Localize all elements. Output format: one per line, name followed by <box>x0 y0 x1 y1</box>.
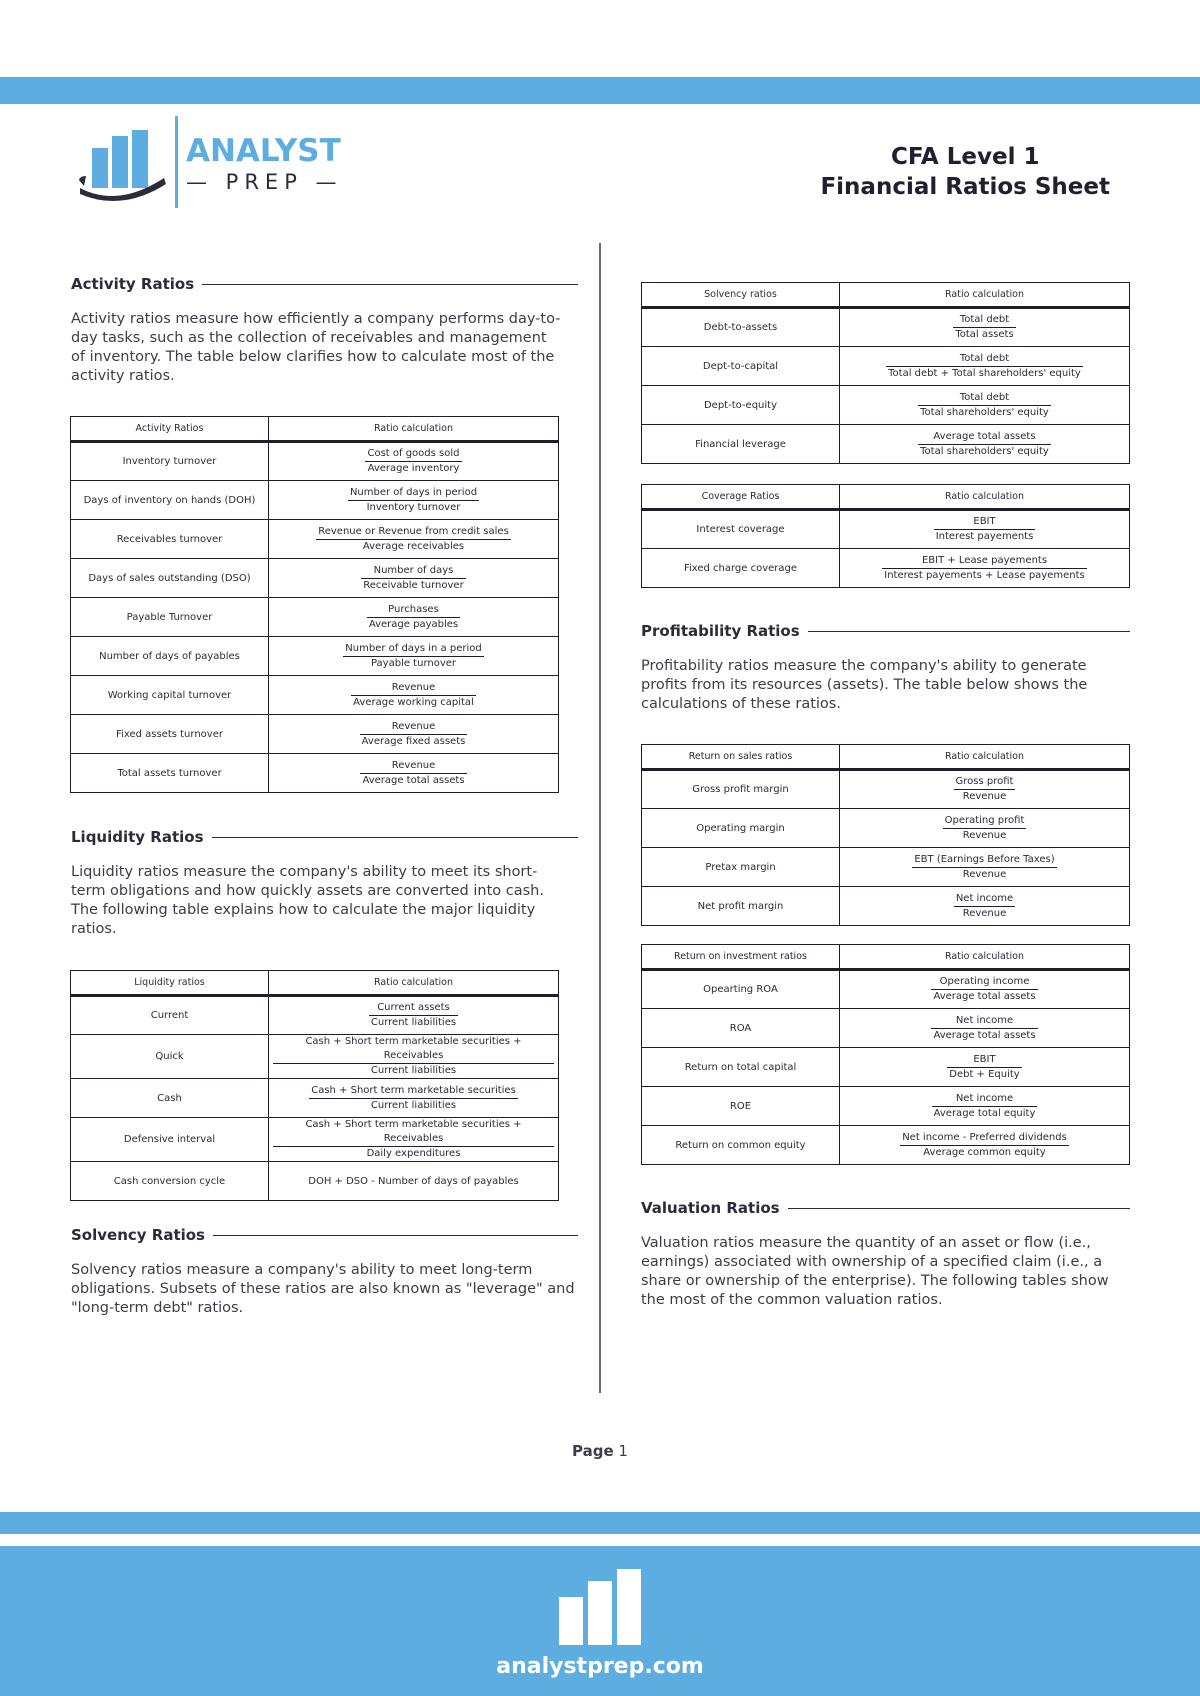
table-row <box>642 848 1130 887</box>
table-row <box>71 1162 559 1201</box>
formula-fraction <box>365 447 461 476</box>
formula-fraction <box>954 775 1016 804</box>
table-row <box>642 1048 1130 1087</box>
logo-text-analyst: ANALYST <box>186 133 341 169</box>
formula-denominator: Average common equity <box>923 1146 1046 1158</box>
ratio-formula <box>840 425 1130 464</box>
ratio-name: Dept-to-capital <box>642 347 840 386</box>
formula-denominator: Average total equity <box>933 1107 1036 1119</box>
column-header: Activity Ratios <box>71 417 269 442</box>
formula-fraction <box>886 352 1083 381</box>
column-header: Ratio calculation <box>269 417 559 442</box>
formula-denominator: Average total assets <box>362 774 465 786</box>
ratio-name: Debt-to-assets <box>642 308 840 347</box>
ratio-formula <box>269 715 559 754</box>
liquidity-heading <box>71 828 578 846</box>
formula-denominator: Interest payements + Lease payements <box>884 569 1085 581</box>
formula-denominator: Average receivables <box>362 540 465 552</box>
ratio-formula <box>269 559 559 598</box>
table-row <box>642 347 1130 386</box>
formula-fraction <box>343 642 483 671</box>
table-header-row <box>642 485 1130 510</box>
ratio-name: Quick <box>71 1035 269 1079</box>
title-line-1: CFA Level 1 <box>890 144 1040 170</box>
formula-numerator: Net income - Preferred dividends <box>900 1131 1069 1146</box>
formula-denominator: Revenue <box>962 791 1007 802</box>
formula-numerator: Net income <box>954 892 1015 907</box>
formula-denominator: Current liabilities <box>370 1065 457 1076</box>
ratio-formula <box>269 637 559 676</box>
column-header: Ratio calculation <box>269 971 559 996</box>
table-row <box>642 887 1130 926</box>
ratio-formula <box>840 308 1130 347</box>
table-row <box>642 809 1130 848</box>
formula-numerator: Number of days <box>361 564 465 579</box>
formula-fraction <box>953 313 1015 342</box>
formula-fraction <box>369 1001 458 1030</box>
ratio-name: Return on common equity <box>642 1126 840 1165</box>
ratio-formula <box>269 481 559 520</box>
table-row <box>71 598 559 637</box>
formula-numerator: Revenue <box>360 720 468 735</box>
table-row <box>71 520 559 559</box>
profitability-description: Profitability ratios measure the company's ability to generate profits from its resources (assets). The table below shows the calculations of these ratios. <box>641 658 1088 712</box>
formula-numerator: Current assets <box>369 1001 458 1016</box>
ratio-formula <box>840 510 1130 549</box>
ratio-formula <box>840 809 1130 848</box>
ratio-name: Payable Turnover <box>71 598 269 637</box>
formula-denominator: Total assets <box>955 329 1014 340</box>
table-row <box>642 970 1130 1009</box>
ratio-formula <box>269 598 559 637</box>
profitability-heading <box>641 622 1130 640</box>
formula-denominator: Average working capital <box>353 696 474 708</box>
formula-numerator: Cash + Short term marketable securities + Receivables <box>273 1118 554 1147</box>
formula-numerator: EBT (Earnings Before Taxes) <box>912 853 1056 868</box>
ratio-formula <box>840 848 1130 887</box>
ratio-formula <box>840 549 1130 588</box>
ratio-name: Interest coverage <box>642 510 840 549</box>
table-row <box>642 386 1130 425</box>
formula-denominator: Current liabilities <box>370 1099 457 1111</box>
formula-numerator: Net income <box>931 1014 1037 1029</box>
ratio-formula <box>840 1126 1130 1165</box>
analystprep-logo <box>78 116 343 208</box>
ratio-formula <box>840 1048 1130 1087</box>
solvency-table <box>641 282 1130 464</box>
formula-numerator: Number of days in a period <box>343 642 483 657</box>
formula-denominator: Average inventory <box>367 463 460 474</box>
ratio-name: Return on total capital <box>642 1048 840 1087</box>
formula-fraction <box>932 1092 1038 1121</box>
formula-denominator: Average total assets <box>933 1029 1036 1041</box>
ratio-formula <box>269 1079 559 1118</box>
ratio-formula <box>840 347 1130 386</box>
return-on-sales-table <box>641 744 1130 926</box>
formula-numerator: Total debt <box>918 391 1051 406</box>
ratio-name: Fixed charge coverage <box>642 549 840 588</box>
solvency-heading <box>71 1226 578 1244</box>
formula-denominator: Payable turnover <box>370 657 457 669</box>
ratio-name: Fixed assets turnover <box>71 715 269 754</box>
formula-fraction <box>361 564 465 593</box>
formula-fraction <box>931 1014 1037 1043</box>
formula-denominator: Inventory turnover <box>366 501 461 513</box>
formula-denominator: Interest payements <box>935 531 1034 542</box>
profitability-heading-text: Profitability Ratios <box>641 622 800 640</box>
footer-bars-icon <box>559 1569 641 1645</box>
ratio-name: Number of days of payables <box>71 637 269 676</box>
valuation-heading <box>641 1199 1130 1217</box>
formula-denominator: Daily expenditures <box>366 1148 461 1159</box>
formula-fraction <box>900 1131 1069 1160</box>
formula-fraction <box>918 430 1051 459</box>
formula-numerator: Total debt <box>886 352 1083 367</box>
ratio-name: Opearting ROA <box>642 970 840 1009</box>
formula-fraction <box>273 1118 554 1161</box>
formula-numerator: Gross profit <box>954 775 1016 790</box>
ratio-name: Current <box>71 996 269 1035</box>
coverage-table <box>641 484 1130 588</box>
column-divider <box>599 243 601 1393</box>
formula-numerator: Revenue <box>351 681 476 696</box>
formula-fraction <box>348 486 479 515</box>
column-header: Ratio calculation <box>840 945 1130 970</box>
formula-denominator: Total shareholders' equity <box>920 406 1049 418</box>
formula-denominator: Debt + Equity <box>949 1068 1020 1080</box>
table-row <box>71 676 559 715</box>
logo-text-prep: — PREP — <box>186 170 343 194</box>
formula-fraction <box>273 1035 554 1078</box>
formula-denominator: Average fixed assets <box>361 735 466 747</box>
formula-numerator: Net income <box>932 1092 1038 1107</box>
ratio-formula <box>840 970 1130 1009</box>
activity-heading-text: Activity Ratios <box>71 275 195 293</box>
formula-numerator: Total debt <box>953 313 1015 328</box>
formula-fraction <box>367 603 460 632</box>
ratio-formula <box>269 1035 559 1079</box>
formula-denominator: Total debt + Total shareholders' equity <box>888 367 1081 379</box>
table-row <box>642 1087 1130 1126</box>
ratio-formula <box>269 520 559 559</box>
formula-denominator: Revenue <box>962 868 1007 880</box>
table-row <box>642 510 1130 549</box>
activity-heading <box>71 275 578 293</box>
formula-numerator: Average total assets <box>918 430 1051 445</box>
formula-fraction <box>934 515 1036 544</box>
valuation-description: Valuation ratios measure the quantity of an asset or flow (i.e., earnings) associated with ownership of a specified claim (i.e., a share or ownership of the enterprise). The following tables show the most of the common valuation ratios. <box>641 1235 1109 1308</box>
liquidity-heading-text: Liquidity Ratios <box>71 828 204 846</box>
table-row <box>642 308 1130 347</box>
ratio-name: Days of inventory on hands (DOH) <box>71 481 269 520</box>
ratio-name: Days of sales outstanding (DSO) <box>71 559 269 598</box>
table-row <box>642 770 1130 809</box>
ratio-formula: DOH + DSO - Number of days of payables <box>269 1162 559 1201</box>
ratio-name: Pretax margin <box>642 848 840 887</box>
ratio-formula <box>269 754 559 793</box>
ratio-name: ROA <box>642 1009 840 1048</box>
table-row <box>642 1126 1130 1165</box>
formula-numerator: Number of days in period <box>348 486 479 501</box>
table-header-row <box>71 417 559 442</box>
table-row <box>642 1009 1130 1048</box>
table-row <box>642 425 1130 464</box>
ratio-name: Total assets turnover <box>71 754 269 793</box>
bottom-accent-bar <box>0 1512 1200 1534</box>
liquidity-table <box>70 970 559 1201</box>
ratio-formula <box>840 770 1130 809</box>
ratio-name: Operating margin <box>642 809 840 848</box>
activity-description: Activity ratios measure how efficiently a company performs day-to-day tasks, such as the collection of receivables and management of inventory. The table below clarifies how to calculate most of the activity ratios. <box>71 311 561 384</box>
formula-numerator: EBIT <box>934 515 1036 530</box>
ratio-formula <box>840 887 1130 926</box>
return-on-investment-table <box>641 944 1130 1165</box>
ratio-name: Cash <box>71 1079 269 1118</box>
formula-denominator: Total shareholders' equity <box>920 445 1049 457</box>
activity-table <box>70 416 559 793</box>
column-header: Ratio calculation <box>840 745 1130 770</box>
formula-numerator: EBIT + Lease payements <box>882 554 1086 569</box>
table-row <box>71 1079 559 1118</box>
formula-denominator: Average payables <box>368 618 459 630</box>
formula-fraction <box>918 391 1051 420</box>
document-title <box>820 142 1110 202</box>
column-header: Coverage Ratios <box>642 485 840 510</box>
formula-numerator: Revenue or Revenue from credit sales <box>316 525 511 540</box>
ratio-name: ROE <box>642 1087 840 1126</box>
column-header: Ratio calculation <box>840 485 1130 510</box>
ratio-name: Dept-to-equity <box>642 386 840 425</box>
formula-numerator: Operating profit <box>943 814 1027 829</box>
table-header-row <box>642 945 1130 970</box>
page-number-value: 1 <box>618 1442 628 1460</box>
title-line-2: Financial Ratios Sheet <box>820 174 1110 200</box>
top-accent-bar <box>0 77 1200 104</box>
ratio-formula <box>269 996 559 1035</box>
column-header: Ratio calculation <box>840 283 1130 308</box>
ratio-formula <box>840 386 1130 425</box>
ratio-formula <box>840 1009 1130 1048</box>
logo-bars-icon <box>78 116 178 208</box>
ratio-name: Net profit margin <box>642 887 840 926</box>
table-row <box>71 1035 559 1079</box>
formula-numerator: Cash + Short term marketable securities <box>309 1084 518 1099</box>
ratio-name: Inventory turnover <box>71 442 269 481</box>
table-row <box>71 715 559 754</box>
formula-denominator: Revenue <box>962 829 1007 841</box>
formula-numerator: EBIT <box>947 1053 1021 1068</box>
formula-fraction <box>351 681 476 710</box>
table-header-row <box>642 283 1130 308</box>
solvency-heading-text: Solvency Ratios <box>71 1226 205 1244</box>
formula-fraction <box>882 554 1086 583</box>
ratio-formula <box>840 1087 1130 1126</box>
valuation-heading-text: Valuation Ratios <box>641 1199 780 1217</box>
formula-numerator: Cost of goods sold <box>365 447 461 462</box>
formula-denominator: Revenue <box>962 907 1007 919</box>
column-header: Solvency ratios <box>642 283 840 308</box>
ratio-formula <box>269 676 559 715</box>
formula-numerator: Purchases <box>367 603 460 618</box>
footer-website-link[interactable]: analystprep.com <box>496 1654 704 1679</box>
table-row <box>71 996 559 1035</box>
column-header: Liquidity ratios <box>71 971 269 996</box>
solvency-description: Solvency ratios measure a company's ability to meet long-term obligations. Subsets of these ratios are also known as "leverage" and "long-term debt" ratios. <box>71 1262 575 1316</box>
table-header-row <box>71 971 559 996</box>
formula-fraction <box>360 720 468 749</box>
page-label: Page <box>572 1442 614 1460</box>
table-row <box>71 559 559 598</box>
footer <box>0 1546 1200 1696</box>
formula-denominator: Receivable turnover <box>363 579 464 591</box>
ratio-name: Gross profit margin <box>642 770 840 809</box>
ratio-name: Working capital turnover <box>71 676 269 715</box>
formula-numerator: Operating income <box>931 975 1037 990</box>
formula-fraction <box>947 1053 1021 1082</box>
ratio-name: Receivables turnover <box>71 520 269 559</box>
table-row <box>71 637 559 676</box>
table-row <box>71 1118 559 1162</box>
ratio-name: Cash conversion cycle <box>71 1162 269 1201</box>
liquidity-description: Liquidity ratios measure the company's ability to meet its short-term obligations and how quickly assets are converted into cash. The following table explains how to calculate the major liquidity ratios. <box>71 864 544 937</box>
table-row <box>71 481 559 520</box>
formula-denominator: Current liabilities <box>370 1017 457 1028</box>
formula-denominator: Average total assets <box>933 991 1036 1002</box>
formula-fraction <box>360 759 466 788</box>
formula-fraction <box>316 525 511 554</box>
formula-fraction <box>931 975 1037 1004</box>
formula-fraction <box>912 853 1056 882</box>
column-header: Return on sales ratios <box>642 745 840 770</box>
table-row <box>71 754 559 793</box>
formula-fraction <box>309 1084 518 1113</box>
table-row <box>642 549 1130 588</box>
column-header: Return on investment ratios <box>642 945 840 970</box>
ratio-name: Defensive interval <box>71 1118 269 1162</box>
formula-numerator: Cash + Short term marketable securities + Receivables <box>273 1035 554 1064</box>
table-row <box>71 442 559 481</box>
ratio-formula <box>269 442 559 481</box>
formula-fraction <box>943 814 1027 843</box>
table-header-row <box>642 745 1130 770</box>
formula-fraction <box>954 892 1015 921</box>
ratio-formula <box>269 1118 559 1162</box>
ratio-name: Financial leverage <box>642 425 840 464</box>
page-number <box>0 1442 1200 1460</box>
formula-numerator: Revenue <box>360 759 466 774</box>
